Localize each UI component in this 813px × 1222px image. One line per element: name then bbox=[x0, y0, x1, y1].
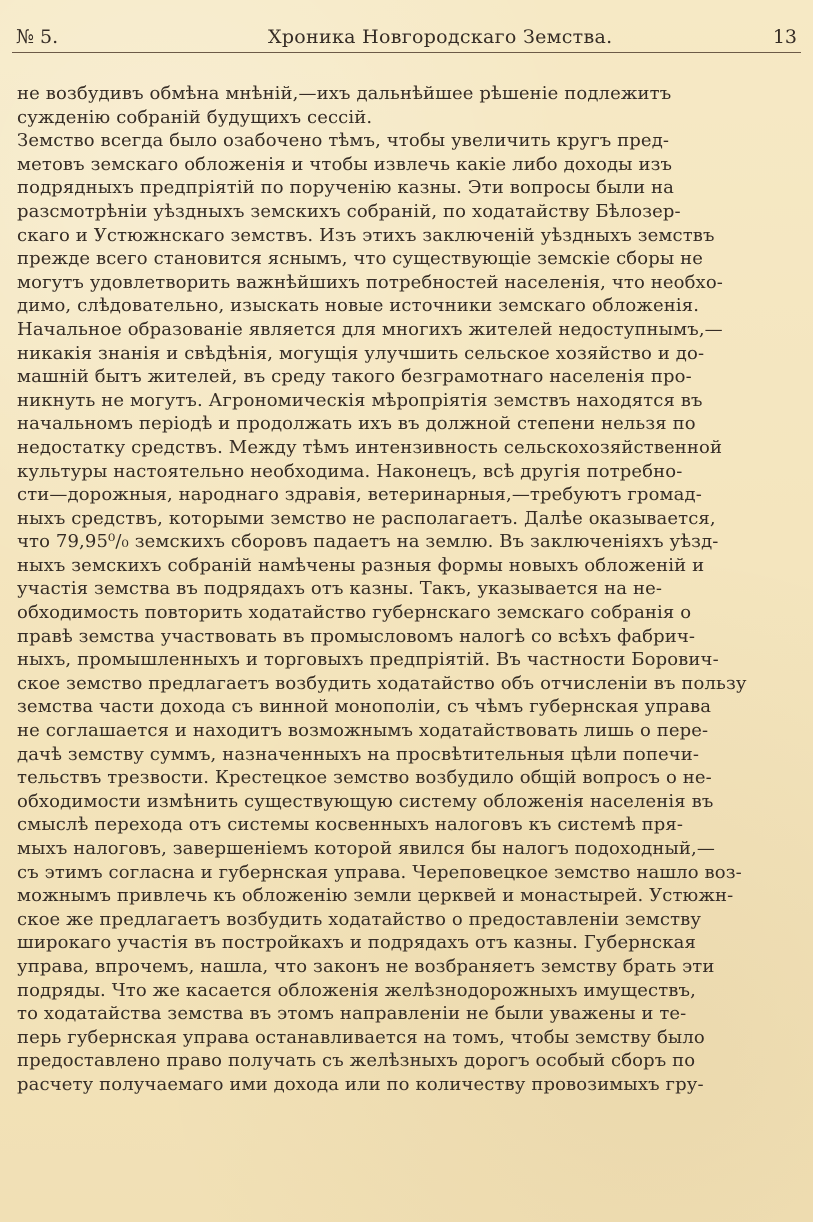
text-line: не соглашается и находитъ возможнымъ ходатайствовать лишь о пере- bbox=[17, 720, 709, 742]
text-line: подряды. Что же касается обложенія желѣзнодорожныхъ имуществъ, bbox=[17, 979, 696, 1001]
text-line: сти—дорожныя, народнаго здравія, ветеринарныя,—требуютъ громад- bbox=[17, 484, 702, 506]
text-line: культуры настоятельно необходима. Наконецъ, всѣ другія потребно- bbox=[17, 460, 683, 482]
text-line: то ходатайства земства въ этомъ направленіи не были уважены и те- bbox=[17, 1003, 687, 1025]
text-line: сужденію собраній будущихъ сессій. bbox=[17, 106, 373, 128]
text-line: мыхъ налоговъ, завершеніемъ которой явился бы налогъ подоходный,— bbox=[17, 838, 715, 859]
text-line: дачѣ земству суммъ, назначенныхъ на просвѣтительныя цѣли попечи- bbox=[17, 743, 700, 765]
text-line: никакія знанія и свѣдѣнія, могущія улучшить сельское хозяйство и до- bbox=[17, 342, 705, 364]
text-line: расчету получаемаго ими дохода или по количеству провозимыхъ гру- bbox=[17, 1073, 704, 1095]
text-line: Земство всегда было озабочено тѣмъ, чтобы увеличить кругъ пред- bbox=[17, 130, 670, 152]
text-line: ныхъ средствъ, которыми земство не располагаетъ. Далѣе оказывается, bbox=[17, 507, 716, 529]
text-line: можнымъ привлечь къ обложенію земли церквей и монастырей. Устюжн- bbox=[17, 885, 734, 907]
running-header bbox=[12, 22, 801, 53]
text-line: подрядныхъ предпріятій по порученію казны. Эти вопросы были на bbox=[17, 177, 675, 199]
text-line: ныхъ земскихъ собраній намѣчены разныя формы новыхъ обложеній и bbox=[17, 554, 705, 576]
text-line: земства части дохода съ винной монополіи, съ чѣмъ губернская управа bbox=[17, 696, 712, 718]
text-line: димо, слѣдовательно, изыскать новые источники земскаго обложенія. bbox=[17, 295, 700, 317]
text-line: ныхъ, промышленныхъ и торговыхъ предпріятій. Въ частности Борович- bbox=[17, 649, 719, 671]
text-line: правѣ земства участвовать въ промысловомъ налогѣ со всѣхъ фабрич- bbox=[17, 625, 696, 647]
text-line: не возбудивъ обмѣна мнѣній,—ихъ дальнѣйшее рѣшеніе подлежитъ bbox=[17, 83, 672, 104]
text-line: обходимость повторить ходатайство губернскаго земскаго собранія о bbox=[17, 602, 692, 624]
issue-number: № 5. bbox=[16, 26, 59, 48]
article-text bbox=[17, 82, 786, 1097]
publication-title: Хроника Новгородскаго Земства. bbox=[268, 26, 613, 48]
text-line: начальномъ періодѣ и продолжать ихъ въ должной степени нельзя по bbox=[17, 413, 696, 435]
text-line: тельствъ трезвости. Крестецкое земство возбудило общій вопросъ о не- bbox=[17, 767, 712, 789]
text-line: предоставлено право получать съ желѣзныхъ дорогъ особый сборъ по bbox=[17, 1050, 696, 1072]
text-line: машній бытъ жителей, въ среду такого безграмотнаго населенія про- bbox=[17, 366, 692, 388]
text-line: прежде всего становится яснымъ, что существующіе земскіе сборы не bbox=[17, 248, 704, 270]
text-line: никнуть не могутъ. Агрономическія мѣропріятія земствъ находятся въ bbox=[17, 389, 703, 411]
text-line: управа, впрочемъ, нашла, что законъ не возбраняетъ земству брать эти bbox=[17, 955, 715, 977]
text-line: разсмотрѣніи уѣздныхъ земскихъ собраній, по ходатайству Бѣлозер- bbox=[17, 200, 681, 222]
text-line: скаго и Устюжнскаго земствъ. Изъ этихъ заключеній уѣздныхъ земствъ bbox=[17, 224, 715, 246]
text-line: съ этимъ согласна и губернская управа. Череповецкое земство нашло воз- bbox=[17, 861, 742, 883]
text-line: метовъ земскаго обложенія и чтобы извлечь какіе либо доходы изъ bbox=[17, 153, 673, 175]
text-line: Начальное образованіе является для многихъ жителей недоступнымъ,— bbox=[17, 318, 723, 340]
text-line: участія земства въ подрядахъ отъ казны. Такъ, указывается на не- bbox=[17, 578, 663, 600]
text-line: смыслѣ перехода отъ системы косвенныхъ налоговъ къ системѣ пря- bbox=[17, 814, 684, 836]
text-line: широкаго участія въ постройкахъ и подрядахъ отъ казны. Губернская bbox=[17, 932, 696, 954]
text-line: ское земство предлагаетъ возбудить ходатайство объ отчисленіи въ пользу bbox=[17, 672, 747, 694]
text-line: ское же предлагаетъ возбудить ходатайство о предоставленіи земству bbox=[17, 908, 702, 930]
text-line: могутъ удовлетворить важнѣйшихъ потребностей населенія, что необхо- bbox=[17, 271, 723, 293]
text-line: перь губернская управа останавливается на томъ, чтобы земству было bbox=[17, 1026, 705, 1048]
text-line: что 79,95⁰/₀ земскихъ сборовъ падаетъ на землю. Въ заключеніяхъ уѣзд- bbox=[17, 531, 719, 553]
text-line: обходимости измѣнить существующую систему обложенія населенія въ bbox=[17, 790, 714, 812]
page-number: 13 bbox=[772, 26, 797, 48]
text-line: недостатку средствъ. Между тѣмъ интензивность сельскохозяйственной bbox=[17, 436, 723, 458]
